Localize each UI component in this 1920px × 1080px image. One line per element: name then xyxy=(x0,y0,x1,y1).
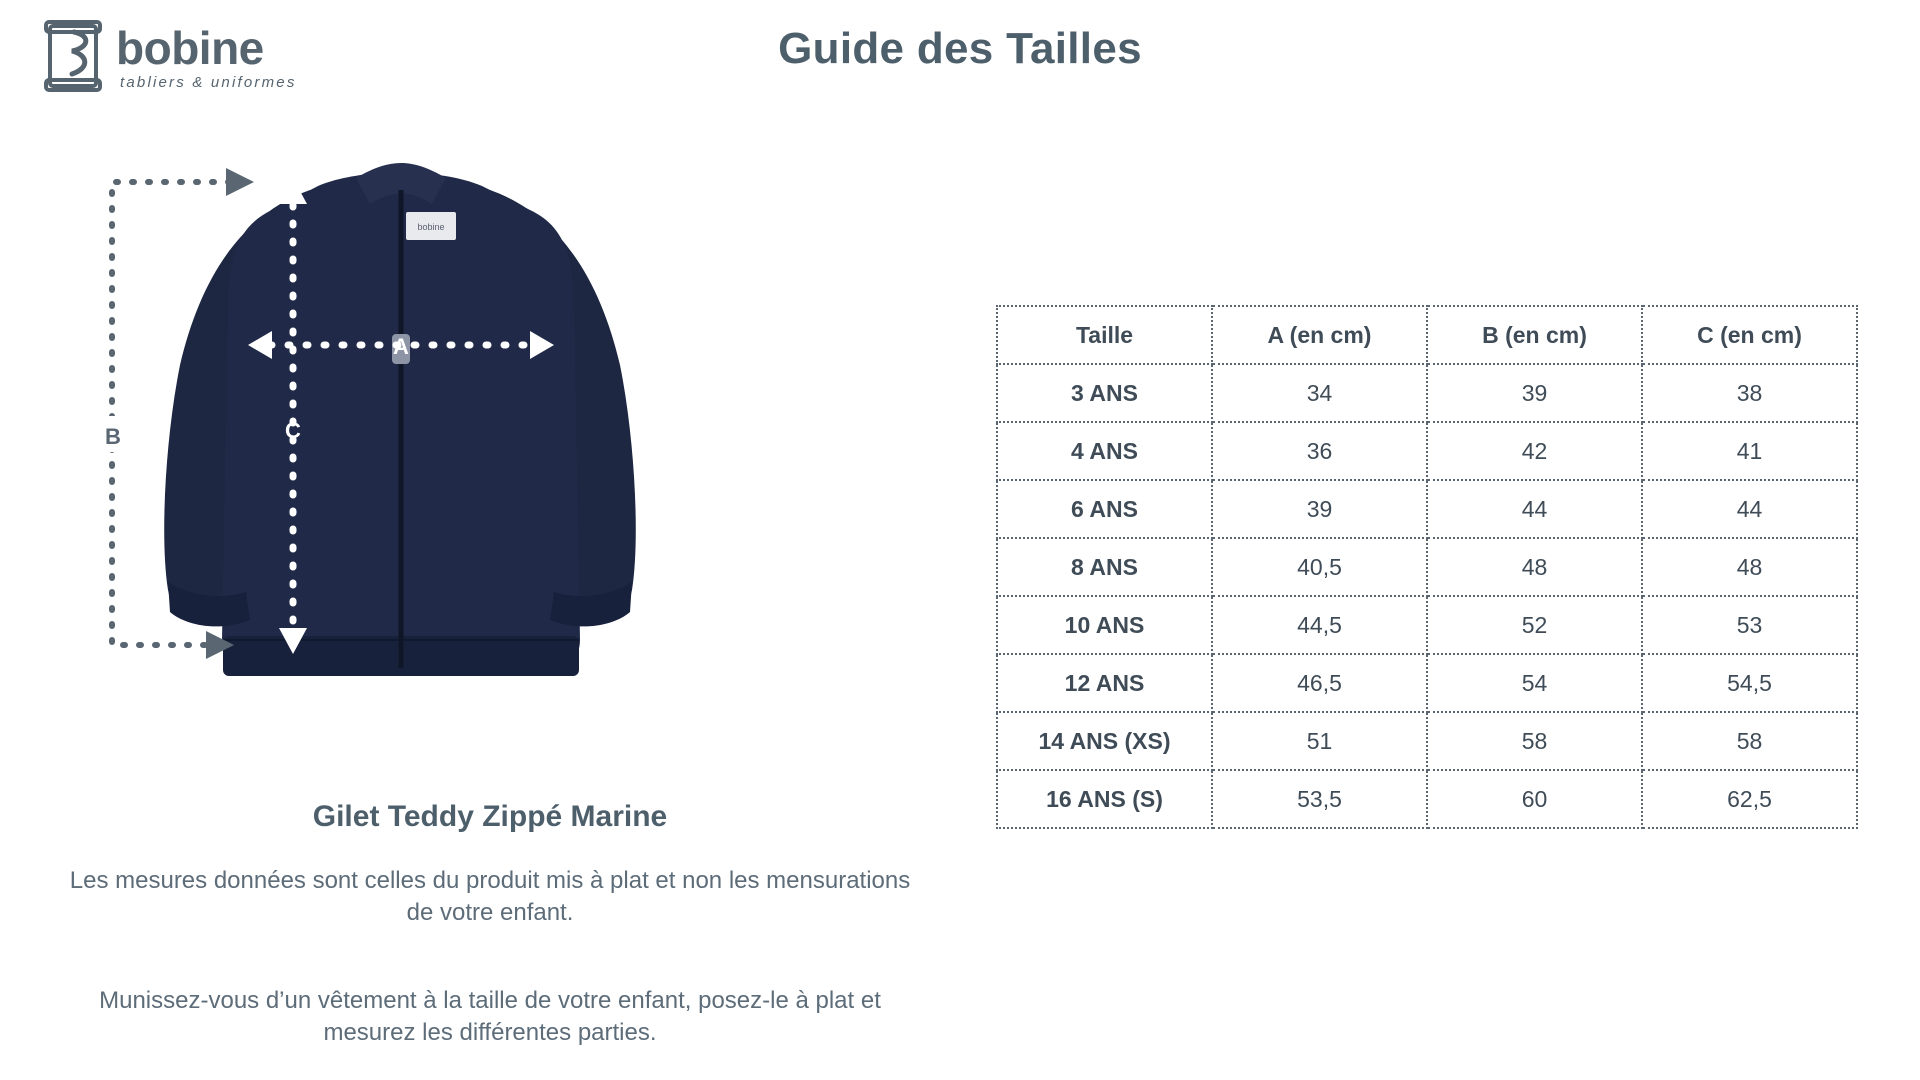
cell-size: 10 ANS xyxy=(997,596,1212,654)
cell-c: 38 xyxy=(1642,364,1857,422)
cell-c: 48 xyxy=(1642,538,1857,596)
table-row xyxy=(997,654,1857,712)
svg-text:bobine: bobine xyxy=(417,222,445,232)
cell-size: 4 ANS xyxy=(997,422,1212,480)
brand-name: bobine xyxy=(116,21,264,74)
label-a: A xyxy=(393,334,409,359)
cell-b: 44 xyxy=(1427,480,1642,538)
col-header-c: C (en cm) xyxy=(1642,306,1857,364)
cell-a: 46,5 xyxy=(1212,654,1427,712)
measure-note-2: Munissez-vous d’un vêtement à la taille de votre enfant, posez-le à plat et mesurez les différentes parties. xyxy=(99,987,881,1047)
jacket-shape xyxy=(164,163,636,676)
label-b: B xyxy=(105,424,121,449)
cell-a: 51 xyxy=(1212,712,1427,770)
cell-b: 39 xyxy=(1427,364,1642,422)
product-name: Gilet Teddy Zippé Marine xyxy=(312,800,668,833)
cell-c: 53 xyxy=(1642,596,1857,654)
table-row xyxy=(997,538,1857,596)
cell-a: 40,5 xyxy=(1212,538,1427,596)
arrow-head-top-b xyxy=(226,168,254,196)
cell-b: 60 xyxy=(1427,770,1642,828)
arrow-head-top-c xyxy=(279,178,307,204)
table-row xyxy=(997,480,1857,538)
page-title: Guide des Tailles xyxy=(778,24,1142,73)
garment-illustration xyxy=(60,120,920,780)
size-table xyxy=(996,305,1858,829)
table-row xyxy=(997,712,1857,770)
table-row xyxy=(997,596,1857,654)
cell-b: 42 xyxy=(1427,422,1642,480)
brand-tagline: tabliers & uniformes xyxy=(120,73,297,91)
cell-size: 6 ANS xyxy=(997,480,1212,538)
table-row xyxy=(997,770,1857,828)
table-row xyxy=(997,422,1857,480)
cell-size: 8 ANS xyxy=(997,538,1212,596)
cell-size: 14 ANS (XS) xyxy=(997,712,1212,770)
cell-c: 54,5 xyxy=(1642,654,1857,712)
cell-b: 52 xyxy=(1427,596,1642,654)
cell-size: 3 ANS xyxy=(997,364,1212,422)
cell-c: 58 xyxy=(1642,712,1857,770)
table-header-row xyxy=(997,306,1857,364)
cell-c: 41 xyxy=(1642,422,1857,480)
col-header-size: Taille xyxy=(997,306,1212,364)
cell-size: 12 ANS xyxy=(997,654,1212,712)
label-c: C xyxy=(285,418,301,443)
cell-a: 44,5 xyxy=(1212,596,1427,654)
size-table-wrapper xyxy=(996,305,1858,829)
cell-a: 34 xyxy=(1212,364,1427,422)
cell-c: 62,5 xyxy=(1642,770,1857,828)
cell-a: 39 xyxy=(1212,480,1427,538)
cell-b: 58 xyxy=(1427,712,1642,770)
cell-a: 36 xyxy=(1212,422,1427,480)
cell-b: 54 xyxy=(1427,654,1642,712)
col-header-a: A (en cm) xyxy=(1212,306,1427,364)
measure-note-1: Les mesures données sont celles du produit mis à plat et non les mensurations de votre enfant. xyxy=(69,867,911,927)
col-header-b: B (en cm) xyxy=(1427,306,1642,364)
cell-c: 44 xyxy=(1642,480,1857,538)
cell-size: 16 ANS (S) xyxy=(997,770,1212,828)
table-row xyxy=(997,364,1857,422)
cell-a: 53,5 xyxy=(1212,770,1427,828)
cell-b: 48 xyxy=(1427,538,1642,596)
